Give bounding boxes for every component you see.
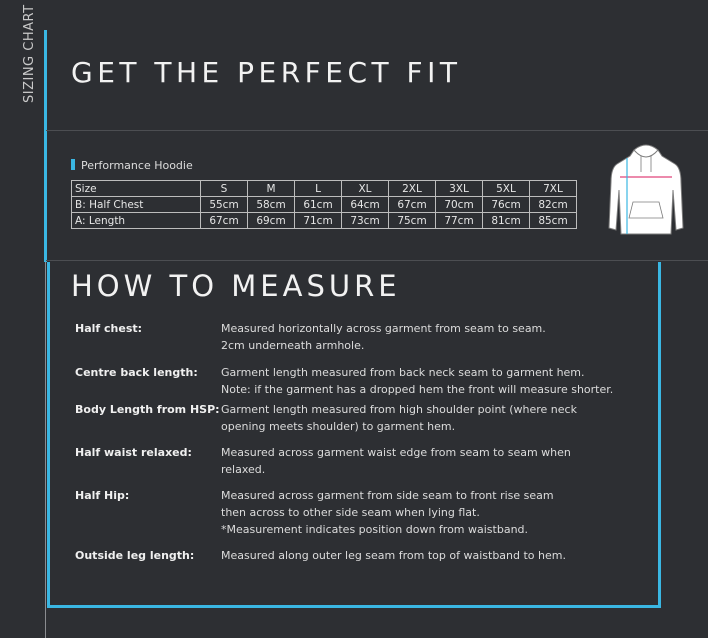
row-label: B: Half Chest [72,197,201,213]
table-row [72,197,577,213]
frame-left [47,262,50,608]
measure-description [221,364,613,398]
description-line: relaxed. [221,463,266,476]
measure-description [221,547,566,564]
table-cell: 69cm [248,213,295,229]
list-item [75,444,650,478]
measure-description [221,401,577,435]
divider-line-left [45,262,46,638]
table-cell: 81cm [483,213,530,229]
list-item [75,487,650,538]
accent-line-left [44,30,47,262]
product-label [71,159,193,172]
table-cell: 76cm [483,197,530,213]
product-name: Performance Hoodie [81,159,193,172]
measure-term: Half waist relaxed: [75,446,192,459]
size-header: 3XL [436,181,483,197]
table-cell: 64cm [342,197,389,213]
measure-term: Outside leg length: [75,549,195,562]
size-header: 5XL [483,181,530,197]
table-header-row [72,181,577,197]
table-cell: 70cm [436,197,483,213]
divider [46,130,708,131]
table-cell: 77cm [436,213,483,229]
measure-term: Half Hip: [75,489,130,502]
divider [46,260,708,261]
description-line: *Measurement indicates position down from waistband. [221,523,529,536]
measure-term: Body Length from HSP: [75,403,220,416]
measure-term: Half chest: [75,322,143,335]
table-cell: 85cm [530,213,577,229]
list-item [75,364,650,398]
table-header-label: Size [72,181,201,197]
description-line: Note: if the garment has a dropped hem the front will measure shorter. [221,383,614,396]
description-line: Garment length measured from high shoulder point (where neck [221,403,577,416]
measure-term: Centre back length: [75,366,198,379]
description-line: then across to other side seam when lying flat. [221,506,480,519]
size-header: 7XL [530,181,577,197]
measure-description [221,444,571,478]
measure-description [221,320,546,354]
page-title: GET THE PERFECT FIT [71,56,462,89]
measure-list [75,320,650,564]
size-header: 2XL [389,181,436,197]
frame-bottom [47,605,661,608]
table-cell: 55cm [201,197,248,213]
size-table [71,180,577,229]
size-header: XL [342,181,389,197]
size-header: L [295,181,342,197]
table-row [72,213,577,229]
table-cell: 58cm [248,197,295,213]
description-line: Measured across garment waist edge from seam to seam when [221,446,571,459]
size-header: M [248,181,295,197]
description-line: Measured horizontally across garment from seam to seam. [221,322,546,335]
description-line: Measured across garment from side seam to front rise seam [221,489,554,502]
hoodie-diagram-icon [607,142,685,238]
table-cell: 61cm [295,197,342,213]
list-item [75,547,650,564]
description-line: opening meets shoulder) to garment hem. [221,420,456,433]
how-to-measure-title: HOW TO MEASURE [71,269,401,303]
description-line: 2cm underneath armhole. [221,339,365,352]
table-cell: 71cm [295,213,342,229]
row-label: A: Length [72,213,201,229]
table-cell: 82cm [530,197,577,213]
size-header: S [201,181,248,197]
measure-description [221,487,554,538]
frame-right [658,262,661,608]
table-cell: 67cm [201,213,248,229]
table-cell: 73cm [342,213,389,229]
description-line: Measured along outer leg seam from top of waistband to hem. [221,549,566,562]
accent-bar [71,159,75,170]
list-item [75,401,650,435]
side-label: SIZING CHART [22,4,37,103]
table-cell: 67cm [389,197,436,213]
description-line: Garment length measured from back neck seam to garment hem. [221,366,585,379]
list-item [75,320,650,354]
table-cell: 75cm [389,213,436,229]
